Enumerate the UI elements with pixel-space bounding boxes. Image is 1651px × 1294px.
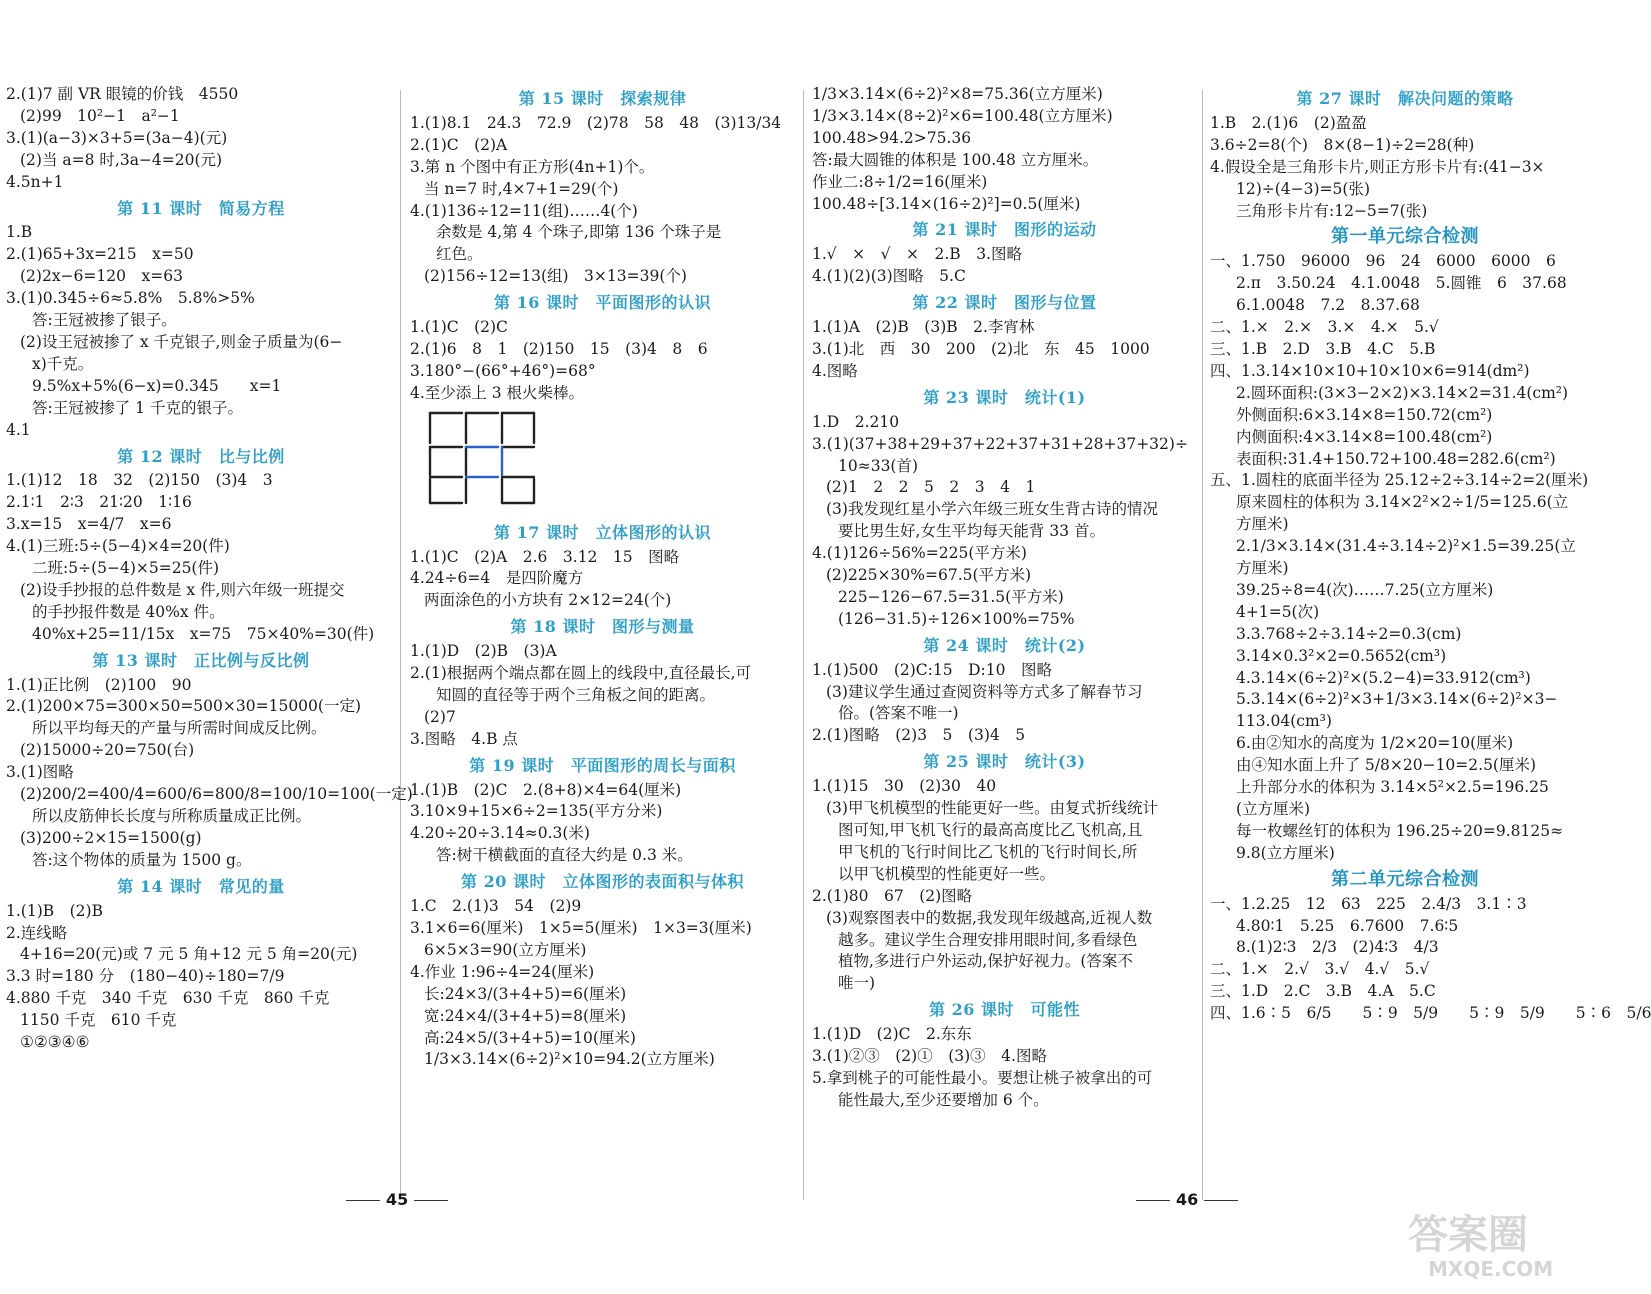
answer-line: 1.(1)12 18 32 (2)150 (3)4 3 xyxy=(6,471,273,490)
answer-line: 俗。(答案不唯一) xyxy=(838,704,959,723)
answer-line: 225−126−67.5=31.5(平方米) xyxy=(838,587,1064,606)
answer-line: 2.1/3×3.14×(31.4÷3.14÷2)²×1.5=39.25(立 xyxy=(1236,537,1576,556)
answer-line: 3.1×6=6(厘米) 1×5=5(厘米) 1×3=3(厘米) xyxy=(410,919,752,937)
answer-line: 2.圆环面积:(3×3−2×2)×3.14×2=31.4(cm²) xyxy=(1236,383,1569,402)
answer-line: 9.8(立方厘米) xyxy=(1236,843,1335,862)
answer-line: 100.48>94.2>75.36 xyxy=(812,128,972,147)
answer-line: 3.(1)(37+38+29+37+22+37+31+28+37+32)÷ xyxy=(812,434,1188,453)
answer-line: 3.第 n 个图中有正方形(4n+1)个。 xyxy=(410,157,655,176)
answer-line: 2.(1)200×75=300×50=500×30=15000(一定) xyxy=(6,697,361,716)
answer-line: 2.(1)C (2)A xyxy=(410,135,508,154)
answer-line: 2.连线略 xyxy=(6,923,68,942)
answer-line: 1.√ × √ × 2.B 3.图略 xyxy=(812,245,1022,264)
section-heading-26: 第 26 课时 可能性 xyxy=(929,1000,1080,1020)
section-heading-11: 第 11 课时 简易方程 xyxy=(117,198,285,218)
answer-line: 甲飞机的飞行时间比乙飞机的飞行时间长,所 xyxy=(838,842,1138,861)
section-heading-13: 第 13 课时 正比例与反比例 xyxy=(92,650,310,670)
answer-line: 4.880 千克 340 千克 630 千克 860 千克 xyxy=(6,989,330,1008)
answer-line: 1.(1)B (2)B xyxy=(6,901,103,920)
answer-line: 植物,多进行户外运动,保护好视力。(答案不 xyxy=(838,952,1133,971)
answer-line: 1/3×3.14×(8÷2)²×6=100.48(立方厘米) xyxy=(812,106,1113,125)
answer-line: 5.拿到桃子的可能性最小。要想让桃子被拿出的可 xyxy=(812,1068,1153,1087)
answer-line: 四、1.6∶5 6/5 5∶9 5/9 5∶9 5/9 5∶6 5/6 xyxy=(1210,1004,1651,1023)
answer-line: 8.(1)2∶3 2/3 (2)4∶3 4/3 xyxy=(1236,938,1439,957)
answer-line: 外侧面积:6×3.14×8=150.72(cm²) xyxy=(1236,405,1493,424)
answer-line: 4.(1)(2)(3)图略 5.C xyxy=(812,267,966,286)
page-number-left xyxy=(340,1190,454,1209)
answer-line: 1.(1)8.1 24.3 72.9 (2)78 58 48 (3)13/34 xyxy=(410,113,782,132)
answer-line: 4+16=20(元)或 7 元 5 角+12 元 5 角=20(元) xyxy=(20,945,358,964)
answer-line: 3.图略 4.B 点 xyxy=(410,729,518,748)
answer-line: (2)225×30%=67.5(平方米) xyxy=(826,566,1032,585)
answer-line: 一、1.2.25 12 63 225 2.4/3 3.1∶3 xyxy=(1210,894,1527,913)
answer-line: (3)建议学生通过查阅资料等方式多了解春节习 xyxy=(826,682,1143,701)
answer-line: x)千克。 xyxy=(32,354,94,373)
answer-line: 4+1=5(次) xyxy=(1236,602,1320,621)
watermark-logo xyxy=(1400,1202,1590,1282)
answer-line: 上升部分水的体积为 3.14×5²×2.5=196.25 xyxy=(1236,778,1549,797)
answer-line: 1.(1)B (2)C 2.(8+8)×4=64(厘米) xyxy=(410,780,682,799)
answer-line: 越多。建议学生合理安排用眼时间,多看绿色 xyxy=(838,930,1138,949)
answer-line: 3.14×0.3²×2=0.5652(cm³) xyxy=(1236,646,1447,665)
answer-line: 1.C 2.(1)3 54 (2)9 xyxy=(410,897,582,916)
answer-line: (126−31.5)÷126×100%=75% xyxy=(838,609,1075,628)
answer-line: (2)设王冠被掺了 x 千克银子,则金子质量为(6− xyxy=(20,332,343,351)
section-heading-17: 第 17 课时 立体图形的认识 xyxy=(494,522,711,542)
section-heading-20: 第 20 课时 立体图形的表面积与体积 xyxy=(461,872,744,892)
answer-line: 答:树干横截面的直径大约是 0.3 米。 xyxy=(436,846,693,865)
answer-line: 3.180°−(66°+46°)=68° xyxy=(410,361,596,380)
section-heading-23: 第 23 课时 统计(1) xyxy=(923,387,1086,407)
section-heading-unit-1: 第一单元综合检测 xyxy=(1331,226,1479,248)
answer-line: 三、1.B 2.D 3.B 4.C 5.B xyxy=(1210,339,1436,358)
answer-line: 1/3×3.14×(6÷2)²×8=75.36(立方厘米) xyxy=(812,85,1103,103)
answer-line: (2)7 xyxy=(424,707,456,726)
answer-line: 5.3.14×(6÷2)²×3+1/3×3.14×(6÷2)²×3− xyxy=(1236,690,1558,709)
section-heading-24: 第 24 课时 统计(2) xyxy=(923,635,1086,655)
answer-line: 6.1.0048 7.2 8.37.68 xyxy=(1236,296,1420,315)
answer-line: 一、1.750 96000 96 24 6000 6000 6 xyxy=(1210,252,1556,271)
section-heading-21: 第 21 课时 图形的运动 xyxy=(912,220,1097,240)
answer-line: 余数是 4,第 4 个珠子,即第 136 个珠子是 xyxy=(436,223,722,242)
answer-line: ①②③④⑥ xyxy=(20,1033,90,1052)
answer-line: (3)观察图表中的数据,我发现年级越高,近视人数 xyxy=(826,908,1153,927)
answer-line: 3.(1)②③ (2)① (3)③ 4.图略 xyxy=(812,1047,1047,1066)
answer-line: 3.3.768÷2÷3.14÷2=0.3(cm) xyxy=(1236,624,1462,643)
answer-line: 2.(1)根据两个端点都在圆上的线段中,直径最长,可 xyxy=(410,664,752,683)
answer-line: 的手抄报件数是 40%x 件。 xyxy=(32,602,225,621)
answer-line: 二班:5÷(5−4)×5=25(件) xyxy=(32,559,220,578)
answer-line: 原来圆柱的体积为 3.14×2²×2÷1/5=125.6(立 xyxy=(1236,493,1569,512)
answer-line: 4.3.14×(6÷2)²×(5.2−4)=33.912(cm³) xyxy=(1236,668,1531,687)
answer-line: 内侧面积:4×3.14×8=100.48(cm²) xyxy=(1236,427,1493,446)
answer-line: 1.(1)D (2)C 2.东东 xyxy=(812,1025,972,1044)
answer-line: 40%x+25=11/15x x=75 75×40%=30(件) xyxy=(32,624,375,643)
answer-line: 2.(1)6 8 1 (2)150 15 (3)4 8 6 xyxy=(410,339,708,358)
answer-line: 4.假设全是三角形卡片,则正方形卡片有:(41−3× xyxy=(1210,157,1545,176)
answer-line: 4.图略 xyxy=(812,361,858,380)
section-heading-12: 第 12 课时 比与比例 xyxy=(117,446,285,466)
answer-line: 两面涂色的小方块有 2×12=24(个) xyxy=(424,591,672,610)
answer-line: 答:王冠被掺了银子。 xyxy=(32,311,177,330)
answer-line: 4.(1)136÷12=11(组)……4(个) xyxy=(410,201,638,220)
answer-line: 以甲飞机模型的性能更好一些。 xyxy=(838,864,1056,883)
answer-line: 2.(1)65+3x=215 x=50 xyxy=(6,245,194,264)
column-3 xyxy=(812,84,1197,1204)
section-heading-19: 第 19 课时 平面图形的周长与面积 xyxy=(469,755,736,775)
column-4 xyxy=(1210,84,1651,1204)
answer-line: 2.(1)图略 (2)3 5 (3)4 5 xyxy=(812,726,1026,745)
answer-line: 1.(1)正比例 (2)100 90 xyxy=(6,675,192,694)
section-heading-22: 第 22 课时 图形与位置 xyxy=(912,293,1097,313)
answer-line: (3)甲飞机模型的性能更好一些。由复式折线统计 xyxy=(826,799,1158,818)
matchstick-figure xyxy=(426,409,546,507)
answer-line: 二、1.× 2.× 3.× 4.× 5.√ xyxy=(1210,318,1439,337)
answer-line: 知圆的直径等于两个三角板之间的距离。 xyxy=(436,685,716,704)
answer-line: 4.5n+1 xyxy=(6,172,64,191)
answer-line: 2.(1)80 67 (2)图略 xyxy=(812,886,973,905)
answer-line: 12)÷(4−3)=5(张) xyxy=(1236,179,1371,198)
column-divider xyxy=(1202,90,1203,1200)
answer-line: 高:24×5/(3+4+5)=10(厘米) xyxy=(424,1028,636,1047)
answer-line: 当 n=7 时,4×7+1=29(个) xyxy=(424,179,619,198)
answer-line: 3.(1)0.345÷6≈5.8% 5.8%>5% xyxy=(6,289,255,308)
answer-line: 二、1.× 2.√ 3.√ 4.√ 5.√ xyxy=(1210,960,1430,979)
answer-line: 4.1 xyxy=(6,420,31,439)
watermark-url: MXQE.COM xyxy=(1428,1257,1554,1281)
answer-line: 红色。 xyxy=(436,245,483,264)
answer-line: 能性最大,至少还要增加 6 个。 xyxy=(838,1090,1049,1109)
page-number-right xyxy=(1130,1190,1244,1209)
column-divider xyxy=(803,90,804,1200)
answer-line: (3)200÷2×15=1500(g) xyxy=(20,828,202,847)
answer-line: 唯一) xyxy=(838,974,876,993)
answer-line: 方厘米) xyxy=(1236,515,1289,534)
answer-line: (2)15000÷20=750(台) xyxy=(20,741,195,760)
answer-line: 3.(1)(a−3)×3+5=(3a−4)(元) xyxy=(6,128,228,147)
answer-line: 1.(1)500 (2)C:15 D:10 图略 xyxy=(812,660,1052,679)
answer-line: 39.25÷8=4(次)……7.25(立方厘米) xyxy=(1236,580,1494,599)
answer-line: 3.x=15 x=4/7 x=6 xyxy=(6,515,172,534)
answer-line: 3.3 时=180 分 (180−40)÷180=7/9 xyxy=(6,967,285,986)
page-number-text: 45 xyxy=(386,1190,409,1209)
answer-line: 2.(1)7 副 VR 眼镜的价钱 4550 xyxy=(6,85,239,103)
answer-line: (2)1 2 2 5 2 3 4 1 xyxy=(826,478,1036,497)
answer-line: 2.1∶1 2∶3 21∶20 1∶16 xyxy=(6,493,192,512)
answer-line: 所以皮筋伸长长度与所称质量成正比例。 xyxy=(32,807,312,825)
answer-line: 2.π 3.50.24 4.1.0048 5.圆锥 6 37.68 xyxy=(1236,274,1567,293)
answer-line: (2)2x−6=120 x=63 xyxy=(20,267,183,286)
answer-line: (2)当 a=8 时,3a−4=20(元) xyxy=(20,150,223,169)
answer-line: 答:王冠被掺了 1 千克的银子。 xyxy=(32,398,243,417)
answer-line: 每一枚螺丝钉的体积为 196.25÷20=9.8125≈ xyxy=(1236,821,1564,840)
answer-line: 所以平均每天的产量与所需时间成反比例。 xyxy=(32,719,327,738)
answer-line: (2)设手抄报的总件数是 x 件,则六年级一班提交 xyxy=(20,580,345,599)
answer-line: 答:这个物体的质量为 1500 g。 xyxy=(32,850,252,869)
column-divider xyxy=(400,90,401,1200)
answer-line: 答:最大圆锥的体积是 100.48 立方厘米。 xyxy=(812,150,1099,169)
answer-line: 长:24×3/(3+4+5)=6(厘米) xyxy=(424,984,627,1003)
answer-line: 9.5%x+5%(6−x)=0.345 x=1 xyxy=(32,376,282,395)
answer-line: (3)我发现红星小学六年级三班女生背古诗的情况 xyxy=(826,500,1158,519)
section-heading-unit-2: 第二单元综合检测 xyxy=(1331,868,1479,890)
answer-line: 1150 千克 610 千克 xyxy=(20,1011,177,1030)
answer-line: 6×5×3=90(立方厘米) xyxy=(424,940,587,959)
answer-line: 4.作业 1:96÷4=24(厘米) xyxy=(410,962,595,981)
answer-line: 4.至少添上 3 根火柴棒。 xyxy=(410,383,585,402)
answer-line: 1.(1)D (2)B (3)A xyxy=(410,642,557,661)
answer-line: 3.(1)北 西 30 200 (2)北 东 45 1000 xyxy=(812,339,1150,358)
answer-line: 方厘米) xyxy=(1236,559,1289,578)
answer-line: 三角形卡片有:12−5=7(张) xyxy=(1236,201,1428,220)
answer-line: 1.B xyxy=(6,223,33,242)
section-heading-14: 第 14 课时 常见的量 xyxy=(117,876,285,896)
answer-line: 1.(1)15 30 (2)30 40 xyxy=(812,777,997,796)
answer-line: 表面积:31.4+150.72+100.48=282.6(cm²) xyxy=(1236,449,1556,468)
answer-line: 1.(1)A (2)B (3)B 2.李宵林 xyxy=(812,318,1035,337)
section-heading-15: 第 15 课时 探索规律 xyxy=(518,89,687,108)
answer-line: 四、1.3.14×10×10+10×10×6=914(dm²) xyxy=(1210,361,1530,380)
answer-line: 4.80∶1 5.25 6.7600 7.6∶5 xyxy=(1236,916,1459,935)
answer-line: 3.10×9+15×6÷2=135(平方分米) xyxy=(410,802,663,821)
answer-line: 要比男生好,女生平均每天能背 33 首。 xyxy=(838,522,1106,541)
answer-line: 作业二:8÷1/2=16(厘米) xyxy=(812,172,988,191)
answer-line: (2)99 10²−1 a²−1 xyxy=(20,106,180,125)
section-heading-16: 第 16 课时 平面图形的认识 xyxy=(494,293,711,313)
column-2 xyxy=(410,84,795,1204)
answer-line: 宽:24×4/(3+4+5)=8(厘米) xyxy=(424,1006,627,1025)
answer-line: 3.6÷2=8(个) 8×(8−1)÷2=28(种) xyxy=(1210,135,1475,154)
answer-line: 五、1.圆柱的底面半径为 25.12÷2÷3.14÷2=2(厘米) xyxy=(1210,471,1589,490)
answer-line: 图可知,甲飞机飞行的最高高度比乙飞机高,且 xyxy=(838,821,1143,839)
answer-line: 10≈33(首) xyxy=(838,456,919,475)
answer-line: (2)200/2=400/4=600/6=800/8=100/10=100(一定) xyxy=(20,785,413,804)
answer-line: 由④知水面上升了 5/8×20−10=2.5(厘米) xyxy=(1236,756,1537,775)
section-heading-27: 第 27 课时 解决问题的策略 xyxy=(1296,89,1514,108)
page-number-text: 46 xyxy=(1176,1190,1199,1209)
answer-line: 4.(1)三班:5÷(5−4)×4=20(件) xyxy=(6,537,230,556)
answer-line: 4.20÷20÷3.14≈0.3(米) xyxy=(410,824,590,843)
answer-line: 三、1.D 2.C 3.B 4.A 5.C xyxy=(1210,982,1436,1001)
column-1 xyxy=(6,84,413,1204)
answer-line: 113.04(cm³) xyxy=(1236,712,1332,731)
answer-line: (立方厘米) xyxy=(1236,800,1311,818)
answer-line: 1.D 2.210 xyxy=(812,412,900,431)
answer-line: 4.(1)126÷56%=225(平方米) xyxy=(812,544,1027,563)
answer-line: 1.(1)C (2)C xyxy=(410,318,508,337)
section-heading-25: 第 25 课时 统计(3) xyxy=(923,752,1086,772)
answer-line: 4.24÷6=4 是四阶魔方 xyxy=(410,569,584,588)
answer-line: 1/3×3.14×(6÷2)²×10=94.2(立方厘米) xyxy=(424,1050,715,1069)
answer-line: (2)156÷12=13(组) 3×13=39(个) xyxy=(424,267,687,286)
answer-line: 1.(1)C (2)A 2.6 3.12 15 图略 xyxy=(410,547,680,566)
watermark-text: 答案圈 xyxy=(1408,1212,1528,1258)
answer-line: 1.B 2.(1)6 (2)盈盈 xyxy=(1210,113,1367,132)
answer-line: 100.48÷[3.14×(16÷2)²]=0.5(厘米) xyxy=(812,194,1081,213)
answer-line: 3.(1)图略 xyxy=(6,763,74,782)
section-heading-18: 第 18 课时 图形与测量 xyxy=(510,617,695,637)
answer-line: 6.由②知水的高度为 1/2×20=10(厘米) xyxy=(1236,734,1514,753)
